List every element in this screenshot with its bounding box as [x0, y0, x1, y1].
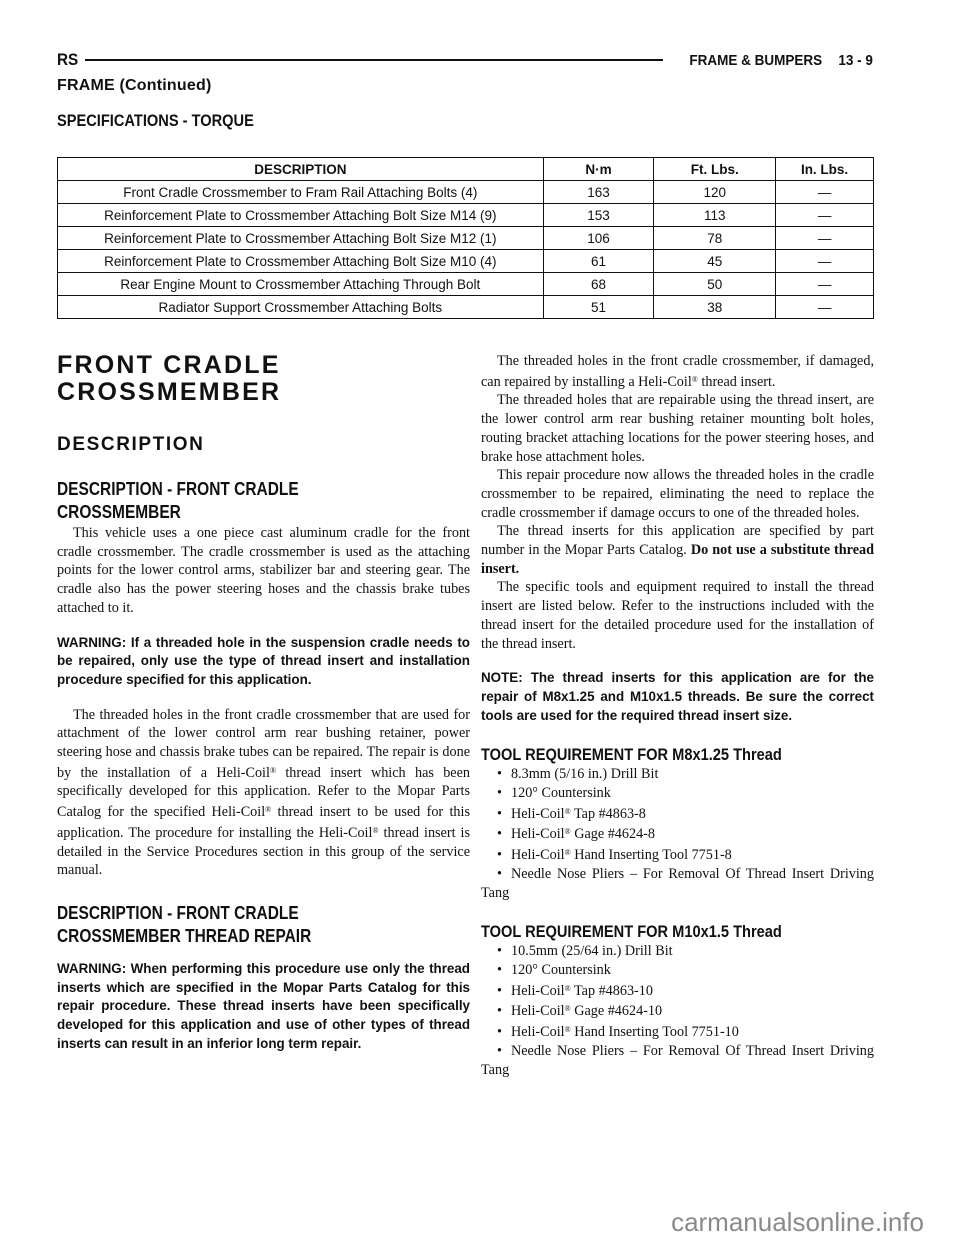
registered-mark: ®	[372, 825, 379, 835]
cell-ftlbs: 113	[654, 204, 776, 227]
cell-ftlbs: 50	[654, 273, 776, 296]
bullet-icon: •	[497, 847, 502, 864]
registered-mark: ®	[564, 1025, 571, 1035]
torque-spec-table	[57, 157, 874, 319]
bullet-icon: •	[497, 1003, 502, 1020]
tool-heading-m8: TOOL REQUIREMENT FOR M8x1.25 Thread	[481, 745, 782, 765]
table-header-row	[58, 158, 874, 181]
bullet-icon: •	[497, 1024, 502, 1041]
brand-name: Heli-Coil	[511, 1024, 565, 1041]
column-header-inlbs: In. Lbs.	[776, 158, 874, 181]
cell-description: Front Cradle Crossmember to Fram Rail Attaching Bolts (4)	[58, 181, 544, 204]
cell-nm: 68	[543, 273, 654, 296]
item-text: 120° Countersink	[511, 785, 611, 802]
cell-nm: 163	[543, 181, 654, 204]
description-heading: DESCRIPTION	[57, 434, 205, 455]
subsection-heading-cradle	[57, 478, 469, 524]
list-item	[481, 1021, 874, 1042]
registered-mark: ®	[564, 1004, 571, 1014]
header-rule	[85, 59, 664, 61]
tool-list-m8	[481, 765, 874, 902]
running-header	[57, 49, 873, 71]
bullet-icon: •	[497, 1042, 502, 1059]
left-column	[57, 352, 470, 1053]
bullet-icon: •	[497, 982, 502, 999]
brand-name: Heli-Coil	[511, 1003, 565, 1020]
main-title-line2: CROSSMEMBER	[57, 378, 282, 406]
subsection-heading-thread-repair	[57, 902, 469, 948]
item-text: Tap #4863-10	[573, 982, 653, 999]
list-item	[481, 942, 874, 961]
registered-mark: ®	[564, 848, 571, 858]
text-run: thread insert which has been specifically developed for this application. Refer to the Mopar Parts Catalog for the specified Heli-Coil	[57, 764, 470, 821]
list-item	[481, 823, 874, 844]
registered-mark: ®	[691, 374, 698, 384]
cell-description: Reinforcement Plate to Crossmember Attaching Bolt Size M10 (4)	[58, 250, 544, 273]
brand-name: Heli-Coil	[511, 847, 565, 864]
item-text: Needle Nose Pliers – For Removal Of Thread Insert Driving Tang	[481, 1042, 874, 1078]
item-text: 120° Countersink	[511, 961, 611, 978]
column-header-description: DESCRIPTION	[58, 158, 544, 181]
cell-inlbs: —	[776, 250, 874, 273]
table-row	[58, 204, 874, 227]
bullet-icon: •	[497, 766, 502, 783]
table-row	[58, 227, 874, 250]
cell-inlbs: —	[776, 204, 874, 227]
page-number: 13 - 9	[838, 51, 873, 69]
registered-mark: ®	[564, 806, 571, 816]
cell-nm: 61	[543, 250, 654, 273]
item-text: 8.3mm (5/16 in.) Drill Bit	[511, 766, 659, 783]
item-text: Gage #4624-8	[574, 826, 655, 843]
text-run: The threaded holes in the front cradle crossmember, if damaged, can repaired by installing a Heli-Coil	[481, 353, 874, 390]
paragraph-if-damaged	[481, 352, 874, 391]
registered-mark: ®	[564, 983, 571, 993]
table-row	[58, 181, 874, 204]
list-item	[481, 765, 874, 784]
text-run: The thread inserts for this application are specified by part number in the Mopar Parts Catalog.	[481, 523, 874, 559]
manual-code: RS	[57, 50, 79, 69]
heading-line1: DESCRIPTION - FRONT CRADLE	[57, 479, 299, 499]
list-item	[481, 844, 874, 865]
main-title-line1: FRONT CRADLE	[57, 351, 281, 379]
paragraph-threaded-holes	[57, 706, 470, 880]
cell-description: Reinforcement Plate to Crossmember Attaching Bolt Size M12 (1)	[58, 227, 544, 250]
table-row	[58, 296, 874, 319]
cell-ftlbs: 45	[654, 250, 776, 273]
list-item	[481, 1000, 874, 1021]
list-item	[481, 1042, 874, 1079]
cell-ftlbs: 38	[654, 296, 776, 319]
item-text: Tap #4863-8	[573, 805, 646, 822]
bullet-icon: •	[497, 805, 502, 822]
bullet-icon: •	[497, 943, 502, 960]
brand-name: Heli-Coil	[511, 982, 565, 999]
paragraph-repairable-holes: The threaded holes that are repairable using the thread insert, are the lower control arm rear bushing retainer mounting bolt holes, routing bracket attaching locations for the power steering hoses, and brake hose attachment holes.	[481, 392, 874, 465]
cell-ftlbs: 78	[654, 227, 776, 250]
registered-mark: ®	[564, 827, 571, 837]
tool-list-m10	[481, 942, 874, 1079]
item-text: Hand Inserting Tool 7751-8	[574, 847, 732, 864]
cell-inlbs: —	[776, 181, 874, 204]
text-run: thread insert.	[697, 373, 776, 390]
item-text: Gage #4624-10	[574, 1003, 663, 1020]
brand-name: Heli-Coil	[511, 826, 565, 843]
bullet-icon: •	[497, 961, 502, 978]
brand-name: Heli-Coil	[511, 805, 565, 822]
registered-mark: ®	[269, 765, 277, 775]
bullet-icon: •	[497, 785, 502, 802]
table-row	[58, 250, 874, 273]
cell-nm: 153	[543, 204, 654, 227]
warning-mopar-inserts: WARNING: When performing this procedure use only the thread inserts which are specified in the Mopar Parts Catalog for this repair procedure. These thread inserts have been specifically developed for this application and use of other types of thread inserts can result in an inferior long term repair.	[57, 960, 470, 1051]
table-row	[58, 273, 874, 296]
column-header-nm: N·m	[543, 158, 654, 181]
bullet-icon: •	[497, 865, 502, 882]
cell-ftlbs: 120	[654, 181, 776, 204]
list-item	[481, 961, 874, 980]
cell-inlbs: —	[776, 296, 874, 319]
item-text: Needle Nose Pliers – For Removal Of Thread Insert Driving Tang	[481, 865, 874, 901]
item-text: 10.5mm (25/64 in.) Drill Bit	[511, 943, 673, 960]
main-section-title	[57, 352, 470, 406]
list-item	[481, 784, 874, 803]
tool-heading-m10: TOOL REQUIREMENT FOR M10x1.5 Thread	[481, 922, 782, 942]
paragraph-tools-required: The specific tools and equipment required to install the thread insert are listed below. Refer to the instructions included with the thread insert for the detailed procedure used for the installation of the thread insert.	[481, 579, 874, 652]
text-run: The threaded holes in the front cradle crossmember that are used for attachment of the lower control arm rear bushing retainer, power steering hose and chassis brake tubes can be repaired. The repair is done by the installation of a Heli-Coil	[57, 706, 470, 781]
section-page	[690, 52, 873, 69]
right-column	[481, 352, 874, 1079]
cell-inlbs: —	[776, 273, 874, 296]
list-item	[481, 803, 874, 824]
emphasis-no-substitute: Do not use a substitute thread insert.	[481, 542, 874, 577]
column-header-ftlbs: Ft. Lbs.	[654, 158, 776, 181]
specifications-title: SPECIFICATIONS - TORQUE	[57, 111, 254, 130]
cell-description: Radiator Support Crossmember Attaching Bolts	[58, 296, 544, 319]
heading-line1: DESCRIPTION - FRONT CRADLE	[57, 902, 299, 923]
item-text: Hand Inserting Tool 7751-10	[574, 1024, 739, 1041]
list-item	[481, 865, 874, 902]
note-thread-sizes: NOTE: The thread inserts for this application are for the repair of M8x1.25 and M10x1.5 threads. Be sure the correct tools are used for the required thread insert size.	[481, 670, 874, 723]
section-name: FRAME & BUMPERS	[689, 51, 823, 69]
cell-nm: 51	[543, 296, 654, 319]
text-run: thread insert is detailed in the Service Procedures section in this group of the service manual.	[57, 824, 470, 879]
continued-label: FRAME (Continued)	[57, 77, 212, 94]
registered-mark: ®	[265, 805, 272, 815]
cell-description: Reinforcement Plate to Crossmember Attaching Bolt Size M14 (9)	[58, 204, 544, 227]
cell-description: Rear Engine Mount to Crossmember Attaching Through Bolt	[58, 273, 544, 296]
watermark: carmanualsonline.info	[671, 1207, 924, 1237]
list-item	[481, 980, 874, 1001]
paragraph-part-number	[481, 522, 874, 578]
cell-nm: 106	[543, 227, 654, 250]
paragraph-cradle-description: This vehicle uses a one piece cast aluminum cradle for the front cradle crossmember. The cradle crossmember is used as the attaching points for the lower control arms, stabilizer bar and steering gear. The cradle also has the power steering hoses and the chassis brake tubes attached to it.	[57, 525, 470, 616]
text-run: thread insert to be used for this application. The procedure for installing the Heli-Coil	[57, 804, 470, 841]
heading-line2: CROSSMEMBER	[57, 502, 181, 522]
heading-line2: CROSSMEMBER THREAD REPAIR	[57, 925, 312, 946]
bullet-icon: •	[497, 826, 502, 843]
paragraph-repair-procedure: This repair procedure now allows the threaded holes in the cradle crossmember to be repaired, eliminating the need to replace the cradle crossmember if damage occurs to one of the threaded holes.	[481, 467, 874, 521]
warning-thread-insert: WARNING: If a threaded hole in the suspension cradle needs to be repaired, only use the type of thread insert and installation procedure specified for this application.	[57, 634, 470, 687]
cell-inlbs: —	[776, 227, 874, 250]
